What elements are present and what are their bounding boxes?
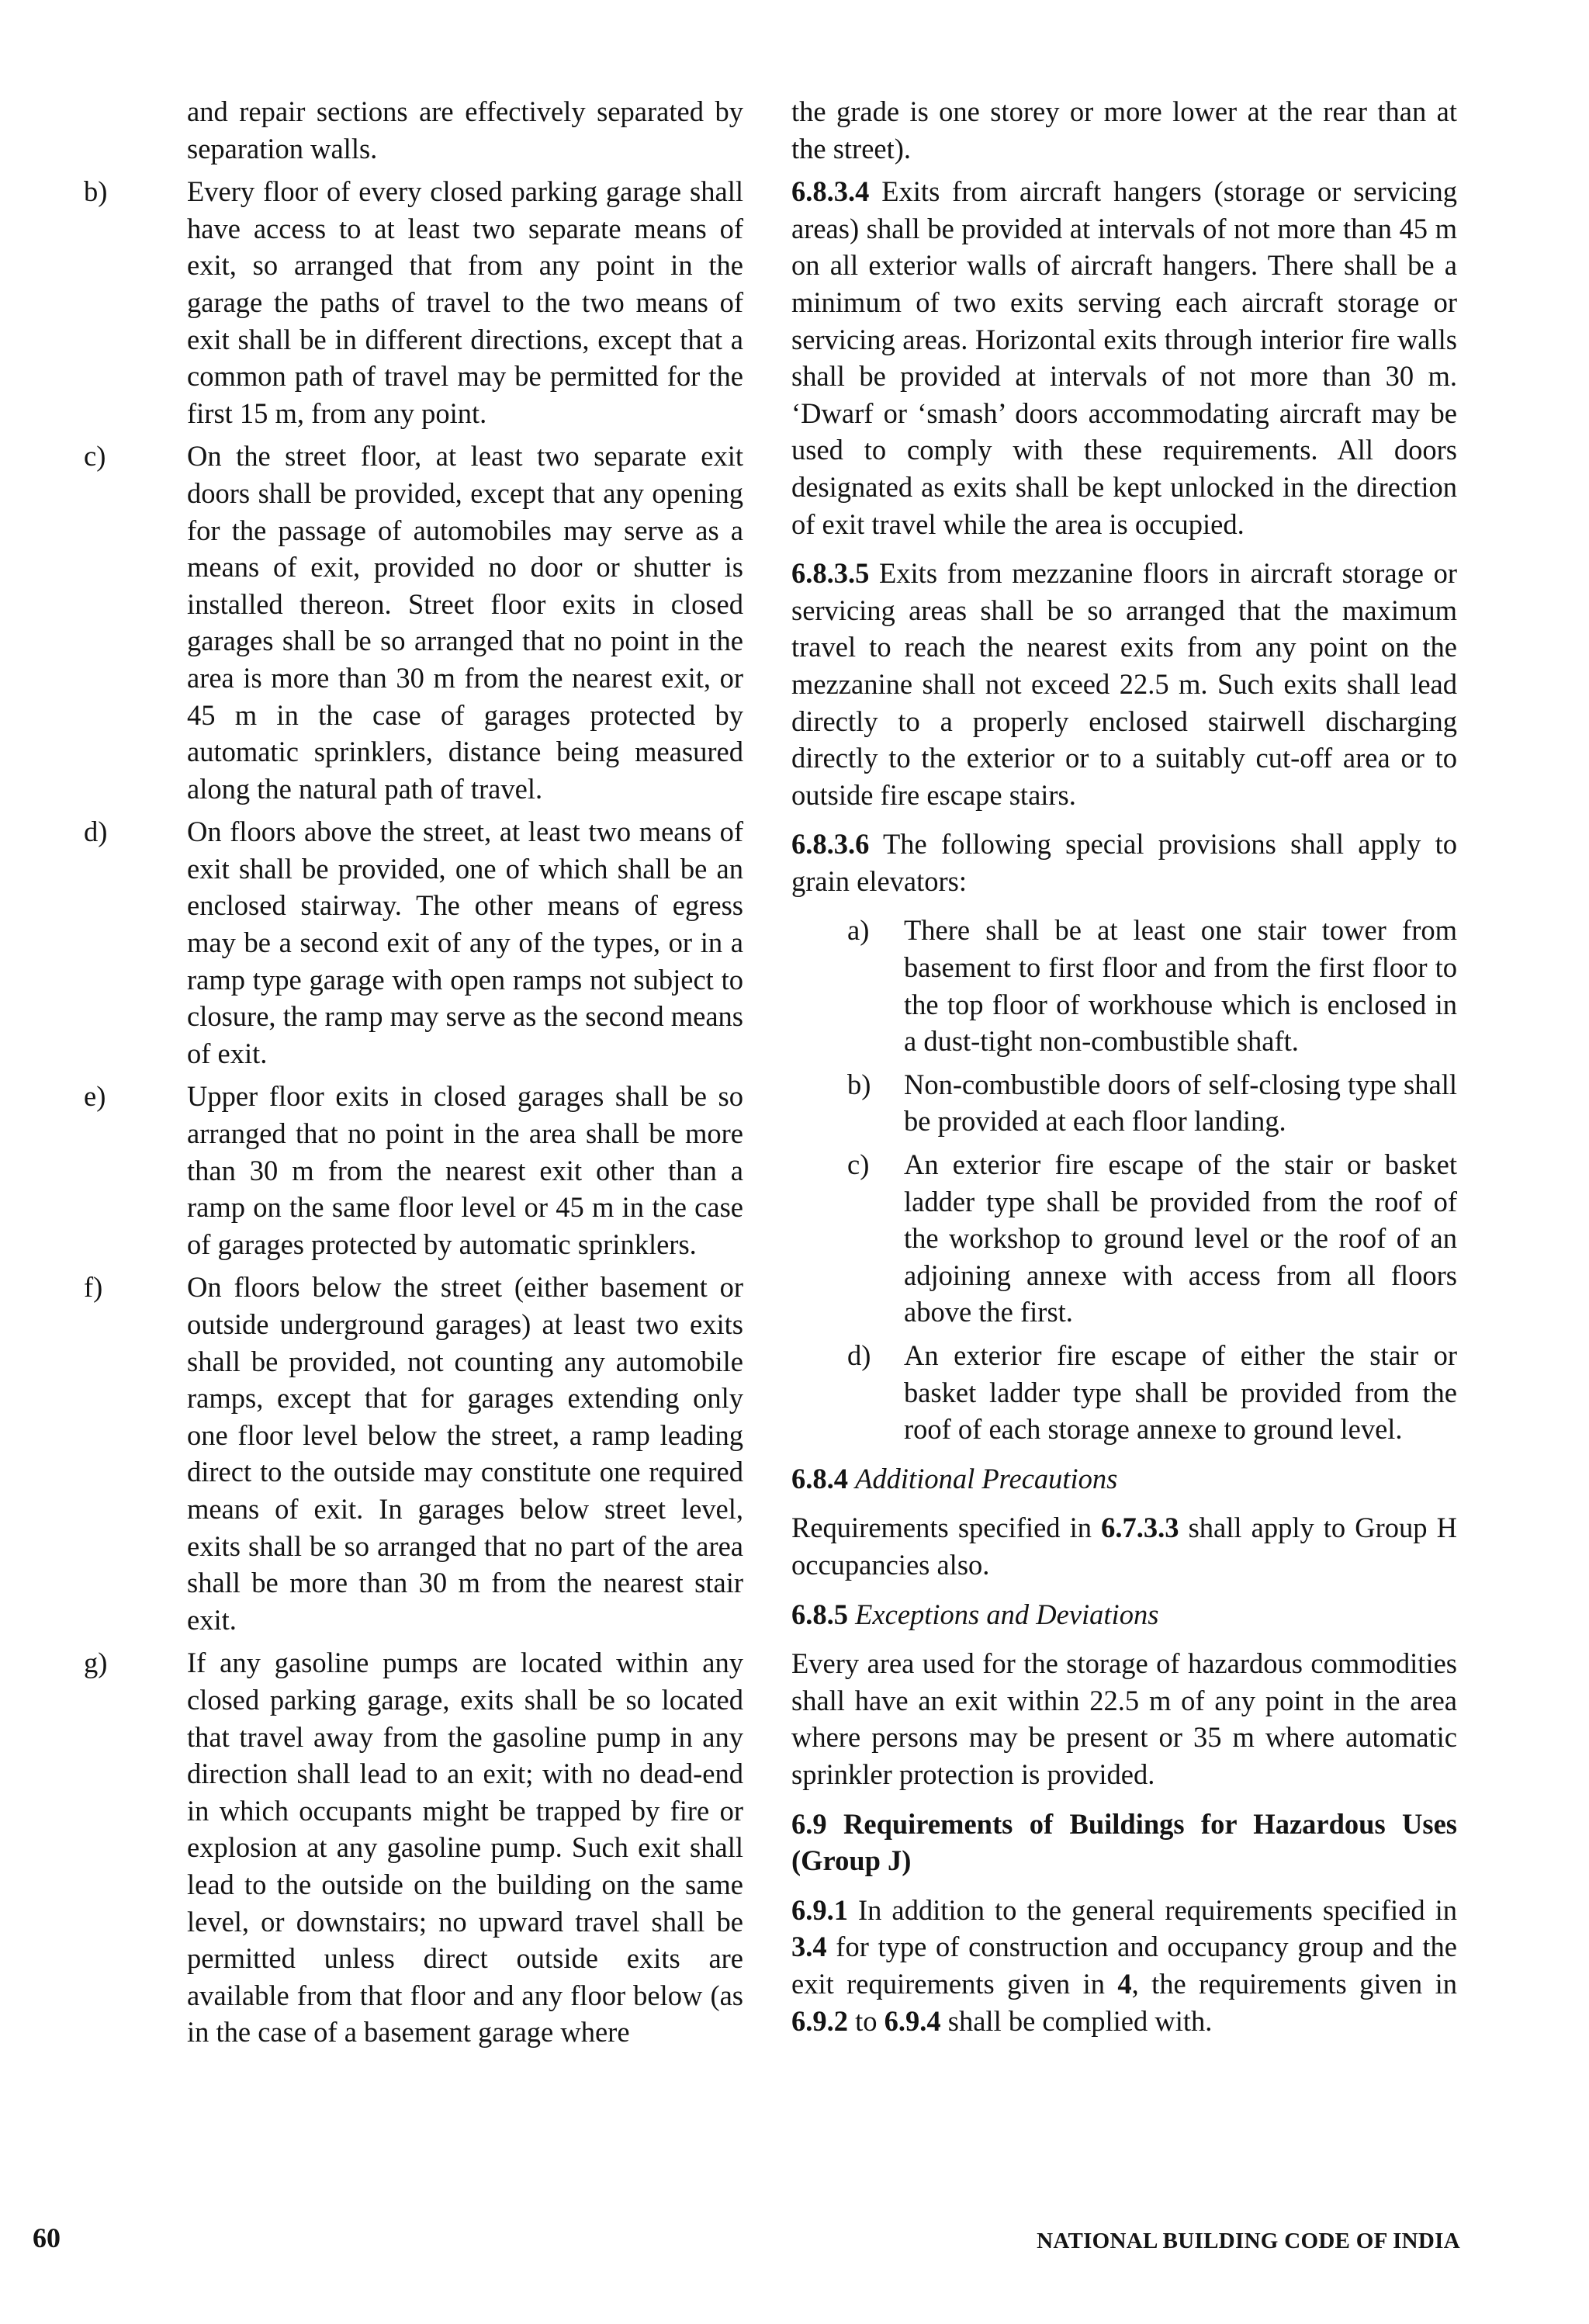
list-text: If any gasoline pumps are located within any closed parking garage, exits shall be so located that travel away from the gasoline pump in any direction shall lead to an exit; with no dead-end in which occupants might be trapped by fire or explosion at any gasoline pump. Such exit shall lead to the outside on the building on the same level, or downstairs; no upward travel shall be permitted unless direct outside exits are available from that floor and any floor below (as in the case of a basement garage where — [187, 1647, 743, 2049]
list-label: g) — [84, 1647, 108, 1679]
list-label: c) — [84, 440, 106, 473]
list-label: c) — [847, 1148, 870, 1181]
list-label: b) — [847, 1068, 871, 1100]
text-run: Requirements specified in — [791, 1512, 1102, 1544]
list-text: On floors below the street (either basement or outside underground garages) at least two exits shall be provided, not counting any automobile ramps, except that for garages extending only one floor level below the street, a ramp leading direct to the outside may constitute one required means of exit. In garages below street level, exits shall be so arranged that no part of the area shall be more than 30 m from the nearest stair exit. — [187, 1271, 743, 1636]
clause-number: 6.8.3.5 — [791, 557, 870, 590]
running-footer-title: NATIONAL BUILDING CODE OF INDIA — [1037, 2229, 1460, 2253]
list-item — [84, 173, 743, 431]
text-run: , the requirements given in — [1131, 1967, 1457, 2000]
list-label: f) — [84, 1271, 103, 1304]
heading-6-8-4 — [791, 1460, 1457, 1498]
list-text: Upper floor exits in closed garages shall be so arranged that no point in the area shall be more than 30 m from the nearest exit other than a ramp on the same floor level or 45 m in the case of garages protected by automatic sprinklers. — [187, 1080, 743, 1260]
cross-reference: 6.9.2 — [791, 2004, 848, 2037]
list-text: On floors above the street, at least two means of exit shall be provided, one of which shall be an enclosed stairway. The other means of egress may be a second exit of any of the types, or in a ramp type garage with open ramps not subject to closure, the ramp may serve as the second means of exit. — [187, 816, 743, 1069]
continued-text: the grade is one storey or more lower at the rear than at the street). — [791, 95, 1457, 165]
heading-title: Exceptions and Deviations — [855, 1598, 1159, 1630]
list-item — [791, 912, 1457, 1059]
list-item — [84, 1078, 743, 1262]
clause-6-8-3-5 — [791, 555, 1457, 813]
list-label: a) — [847, 914, 870, 947]
heading-6-8-5 — [791, 1596, 1457, 1633]
clause-text: The following special provisions shall apply to grain elevators: — [791, 828, 1457, 897]
text-run: shall be complied with. — [940, 2004, 1213, 2037]
clause-6-8-3-6 — [791, 826, 1457, 899]
heading-number: 6.8.4 — [791, 1462, 848, 1494]
grain-elevator-list — [791, 912, 1457, 1447]
list-item — [791, 1066, 1457, 1140]
list-text: Non-combustible doors of self-closing type shall be provided at each floor landing. — [904, 1068, 1457, 1138]
heading-title: Additional Precautions — [855, 1462, 1118, 1494]
cross-reference: 4 — [1117, 1967, 1132, 2000]
text-run: for type of construction and occupancy group and the exit requirements given in — [791, 1931, 1457, 2000]
list-text: There shall be at least one stair tower from basement to first floor and from the first floor to the top floor of workhouse which is enclosed in a dust-tight non-combustible shaft. — [904, 914, 1457, 1058]
page-number: 60 — [33, 2222, 61, 2253]
clause-number: 6.8.3.4 — [791, 175, 870, 208]
text-run: In addition to the general requirements specified in — [848, 1893, 1457, 1926]
list-text: An exterior fire escape of either the stair or basket ladder type shall be provided from the roof of each storage annexe to ground level. — [904, 1339, 1457, 1446]
section-heading-6-9: 6.9 Requirements of Buildings for Hazardous Uses (Group J) — [791, 1807, 1457, 1877]
list-label: d) — [847, 1339, 871, 1371]
list-item — [791, 1146, 1457, 1331]
list-item — [791, 1337, 1457, 1448]
list-text: An exterior fire escape of the stair or basket ladder type shall be provided from the roof of the workshop to ground level or the roof of an adjoining annexe with access from all floors above the first. — [904, 1148, 1457, 1328]
clause-text: Exits from aircraft hangers (storage or servicing areas) shall be provided at intervals of not more than 45 m on all exterior walls of aircraft hangers. There shall be a minimum of two exits serving each aircraft storage or servicing areas. Horizontal exits through interior fire walls shall be provided at intervals of not more than 30 m. ‘Dwarf or ‘smash’ doors accommodating aircraft may be used to comply with these requirements. All doors designated as exits shall be kept unlocked in the direction of exit travel while the area is occupied. — [791, 175, 1458, 540]
right-column — [791, 93, 1457, 2052]
continued-text: and repair sections are effectively separated by separation walls. — [187, 95, 743, 165]
cross-reference: 6.9.4 — [884, 2004, 941, 2037]
cross-reference: 6.7.3.3 — [1101, 1512, 1179, 1544]
list-label: d) — [84, 816, 108, 848]
list-label: e) — [84, 1080, 106, 1113]
clause-6-8-5-text: Every area used for the storage of hazardous commodities shall have an exit within 22.5 m of any point in the area where persons may be present or 35 m where automatic sprinkler protection is provided. — [791, 1647, 1457, 1790]
list-text: Every floor of every closed parking garage shall have access to at least two separate means of exit, so arranged that from any point in the garage the paths of travel to the two means of exit shall be in different directions, except that a common path of travel may be permitted for the first 15 m, from any point. — [187, 175, 743, 429]
heading-number: 6.8.5 — [791, 1598, 848, 1630]
clause-number: 6.9.1 — [791, 1893, 848, 1926]
left-column — [84, 93, 743, 2057]
text-run: to — [848, 2004, 885, 2037]
clause-6-8-3-4 — [791, 173, 1457, 542]
list-item — [84, 1269, 743, 1638]
clause-number: 6.8.3.6 — [791, 828, 870, 861]
list-item — [84, 813, 743, 1072]
text-run: shall apply to Group H occupancies also. — [791, 1512, 1457, 1581]
clause-6-9-1 — [791, 1892, 1457, 2039]
list-label: b) — [84, 175, 108, 208]
cross-reference: 3.4 — [791, 1931, 827, 1963]
list-text: On the street floor, at least two separate exit doors shall be provided, except that any opening for the passage of automobiles may serve as a means of exit, provided no door or shutter is installed thereon. Street floor exits in closed garages shall be so arranged that no point in the area is more than 30 m from the nearest exit, or 45 m in the case of garages protected by automatic sprinklers, distance being measured along the natural path of travel. — [187, 440, 743, 805]
clause-6-8-4-text — [791, 1509, 1457, 1583]
list-item — [84, 438, 743, 807]
list-item — [84, 1644, 743, 2051]
clause-text: Exits from mezzanine floors in aircraft storage or servicing areas shall be so arranged that the maximum travel to reach the nearest exits from any point on the mezzanine shall not exceed 22.5 m. Such exits shall lead directly to a properly enclosed stairwell discharging directly to the exterior or to a suitably cut-off area or to outside fire escape stairs. — [791, 557, 1458, 811]
